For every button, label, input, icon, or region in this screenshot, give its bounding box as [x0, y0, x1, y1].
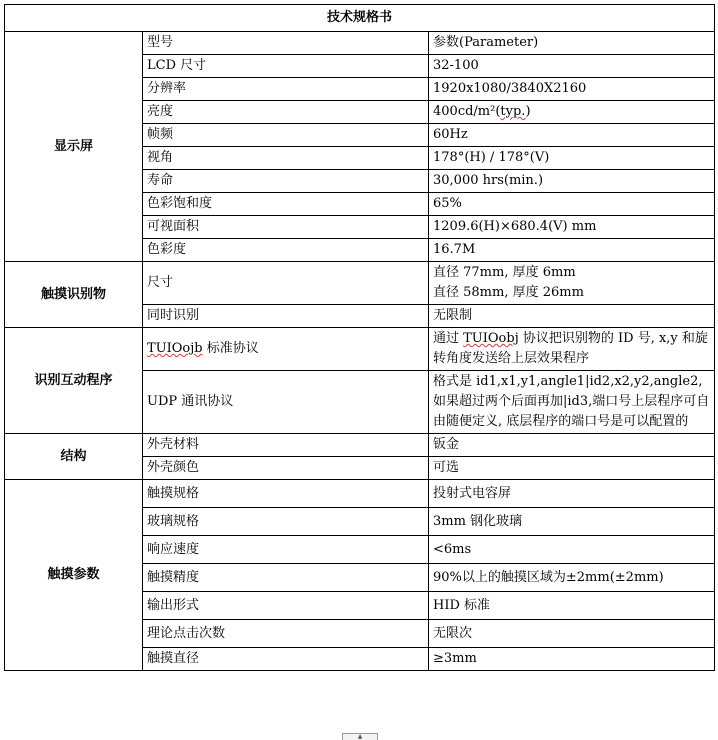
table-row — [5, 480, 715, 508]
param-name: 理论点击次数 — [143, 620, 429, 648]
value-text: 通过 — [433, 331, 464, 346]
param-name: 外壳颜色 — [143, 457, 429, 480]
value-text: 400cd/m²( — [433, 104, 501, 119]
param-name: 色彩饱和度 — [143, 193, 429, 216]
param-name: 同时识别 — [143, 305, 429, 328]
param-name: 触摸直径 — [143, 648, 429, 671]
param-name: 尺寸 — [143, 262, 429, 305]
category-interaction: 识别互动程序 — [5, 328, 143, 434]
param-name: 型号 — [143, 32, 429, 55]
param-name: LCD 尺寸 — [143, 55, 429, 78]
param-value: ≥3mm — [429, 648, 715, 671]
spellcheck-underlined-text: TUIOojb — [147, 341, 203, 356]
table-row — [5, 328, 715, 371]
param-value: 16.7M — [429, 239, 715, 262]
param-name: 响应速度 — [143, 536, 429, 564]
table-row — [5, 32, 715, 55]
param-name: 色彩度 — [143, 239, 429, 262]
param-name: 触摸规格 — [143, 480, 429, 508]
param-value: 65% — [429, 193, 715, 216]
param-value: 无限制 — [429, 305, 715, 328]
spec-title: 技术规格书 — [5, 5, 715, 32]
category-recognition: 触摸识别物 — [5, 262, 143, 328]
spellcheck-underlined-text: typ. — [500, 104, 526, 119]
param-name: 分辨率 — [143, 78, 429, 101]
param-value: 30,000 hrs(min.) — [429, 170, 715, 193]
param-value: 60Hz — [429, 124, 715, 147]
param-name: 外壳材料 — [143, 434, 429, 457]
param-name: 可视面积 — [143, 216, 429, 239]
param-value — [429, 101, 715, 124]
param-value: <6ms — [429, 536, 715, 564]
spellcheck-underlined-text: TUIOobj — [463, 331, 519, 346]
param-value: 90%以上的触摸区域为±2mm(±2mm) — [429, 564, 715, 592]
param-name: 触摸精度 — [143, 564, 429, 592]
param-value: 178°(H) / 178°(V) — [429, 147, 715, 170]
param-value: 32-100 — [429, 55, 715, 78]
title-row — [5, 5, 715, 32]
param-value: 无限次 — [429, 620, 715, 648]
param-name: 玻璃规格 — [143, 508, 429, 536]
value-text: ) — [525, 104, 531, 119]
param-value: 钣金 — [429, 434, 715, 457]
param-value: 可选 — [429, 457, 715, 480]
param-name: 亮度 — [143, 101, 429, 124]
value-line: 直径 77mm, 厚度 6mm — [433, 265, 576, 280]
param-value: 参数(Parameter) — [429, 32, 715, 55]
table-resize-handle[interactable]: ▲ — [342, 733, 378, 740]
param-name: 寿命 — [143, 170, 429, 193]
param-name: 视角 — [143, 147, 429, 170]
param-value: 投射式电容屏 — [429, 480, 715, 508]
category-touch: 触摸参数 — [5, 480, 143, 671]
table-row — [5, 434, 715, 457]
table-row — [5, 262, 715, 305]
param-value: 格式是 id1,x1,y1,angle1|id2,x2,y2,angle2, 如果超过两个后面再加|id3,端口号上层程序可自由随便定义, 底层程序的端口号是可以配置的 — [429, 371, 715, 434]
param-value: 1920x1080/3840X2160 — [429, 78, 715, 101]
category-structure: 结构 — [5, 434, 143, 480]
param-name: 帧频 — [143, 124, 429, 147]
name-text: 标准协议 — [202, 341, 259, 356]
spec-table — [4, 4, 715, 671]
param-name: UDP 通讯协议 — [143, 371, 429, 434]
value-text: 协议把识别物的 ID 号, x,y 和旋转角度发送给上层效果程序 — [433, 331, 708, 366]
param-value — [429, 262, 715, 305]
param-value: 3mm 钢化玻璃 — [429, 508, 715, 536]
value-line: 直径 58mm, 厚度 26mm — [433, 285, 584, 300]
category-display: 显示屏 — [5, 32, 143, 262]
param-value — [429, 328, 715, 371]
param-value: 1209.6(H)×680.4(V) mm — [429, 216, 715, 239]
param-name: 输出形式 — [143, 592, 429, 620]
param-name — [143, 328, 429, 371]
param-value: HID 标准 — [429, 592, 715, 620]
